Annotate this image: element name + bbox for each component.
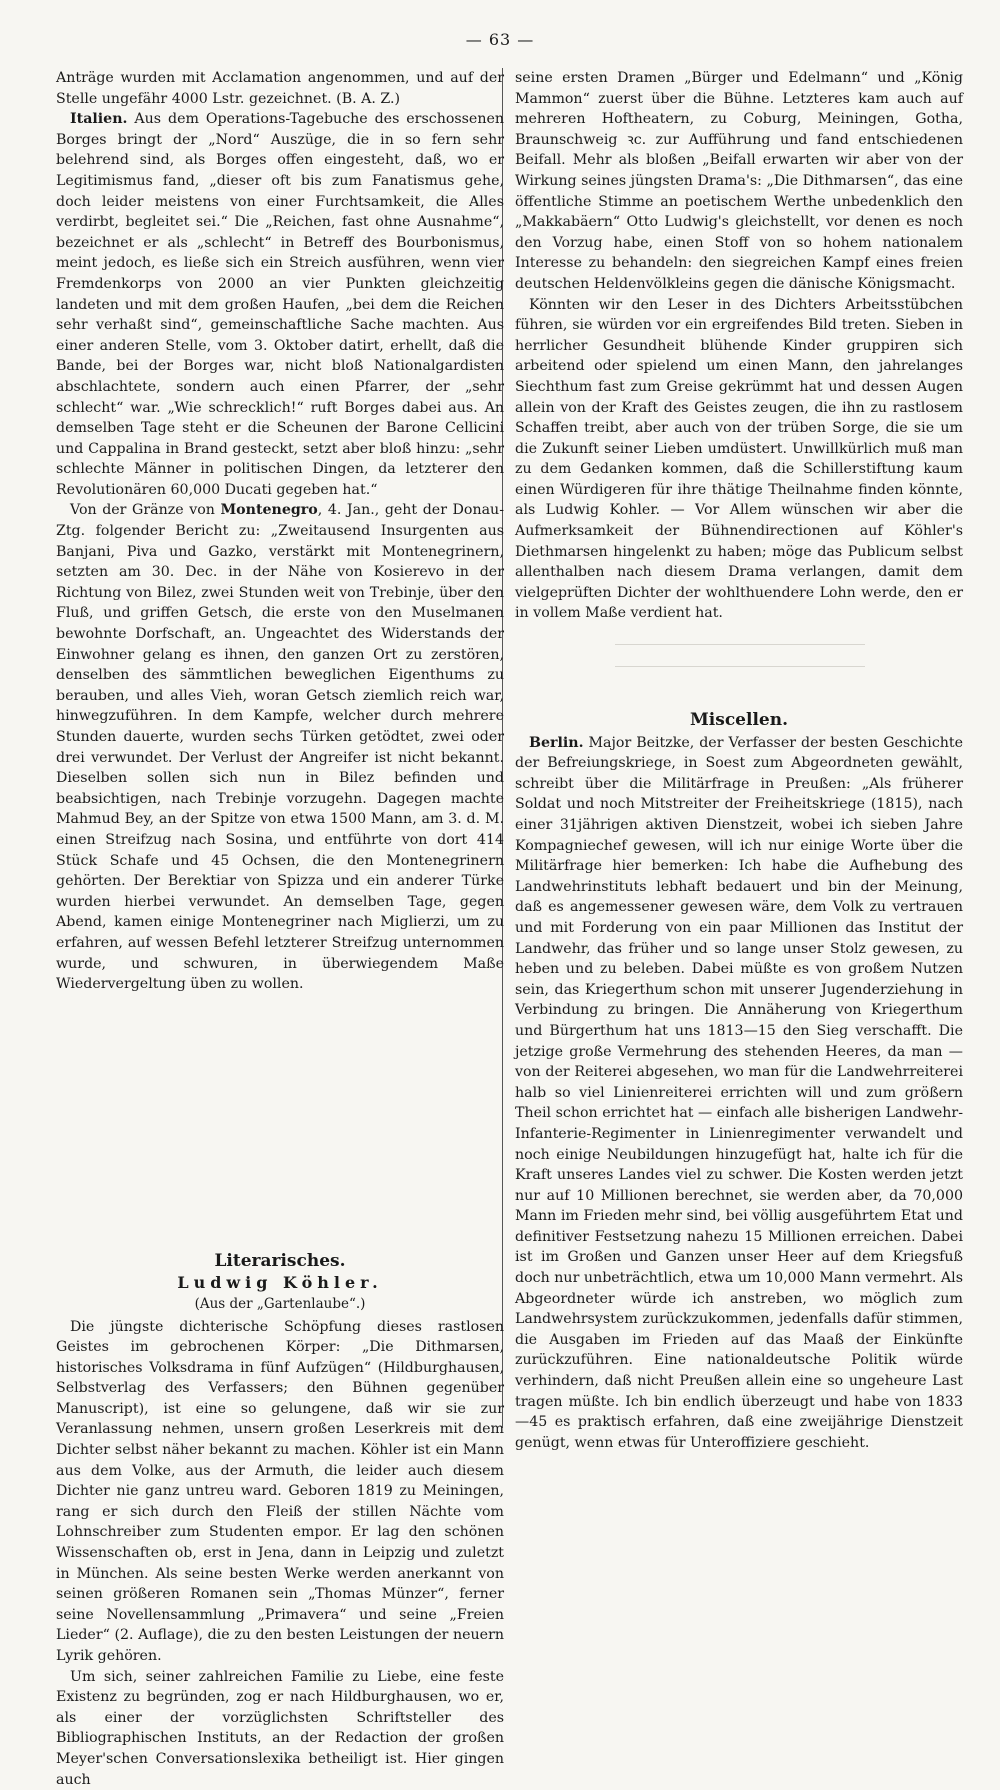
paragraph-continuation: Anträge wurden mit Acclamation angenommen, und auf der Stelle ungefähr 4000 Lstr. gezeichnet. (B. A. Z.) [56, 70, 504, 107]
paragraph-berlin [515, 733, 963, 1454]
paragraph-montenegro-text: , 4. Jan., geht der Donau-Ztg. folgender Bericht zu: „Zweitausend Insurgenten aus Banjani, Piva und Gazko, verstärkt mit Montenegrinern, setzten am 30. Dec. in der Nähe von Kosierevo in der Richtung von Bilez, zwei Stunden weit von Trebinje, über den Fluß, und griffen Getsch, die erste von den Muselmanen bewohnte Dorfschaft, an. Ungeachtet des Widerstands der Einwohner gelang es ihnen, den ganzen Ort zu zerstören, denselben des sämmtlichen beweglichen Eigenthums zu berauben, und alles Vieh, woran Getsch ziemlich reich war, hinwegzuführen. In dem Kampfe, welcher durch mehrere Stunden dauerte, wurden sechs Türken getödtet, zwei oder drei verwundet. Der Verlust der Angreifer ist nicht bekannt. Dieselben sollen sich nun in Bilez befinden und beabsichtigen, nach Trebinje vorzugehn. Dagegen machte Mahmud Bey, an der Spitze von etwa 1500 Mann, am 3. d. M. einen Streifzug nach Sosina, und entführte von dort 414 Stück Schafe und 45 Ochsen, die den Montenegrinern gehörten. Der Berektiar von Spizza und ein anderer Türke wurden hierbei verwundet. An demselben Tage, gegen Abend, kamen einige Montenegriner nach Miglierzi, um zu erfahren, auf wessen Befehl letzterer Streifzug unternommen wurde, und schwuren, in überwiegendem Maße Wiedervergeltung üben zu wollen. [56, 502, 504, 993]
dateline-italien: Italien. [70, 111, 128, 128]
faint-bleed-line [615, 666, 865, 667]
dateline-berlin: Berlin. [529, 734, 584, 751]
paragraph-koehler-2: Um sich, seiner zahlreichen Familie zu Liebe, eine feste Existenz zu begründen, zog er nach Hildburghausen, wo er, als einer der vorzüglichsten Schriftsteller des Bibliographischen Instituts, an der Redaction der großen Meyer'schen Conversationslexika betheiligt ist. Hier gingen auch [56, 1668, 504, 1788]
section-title-literarisches: Literarisches. [214, 1250, 346, 1271]
article-title: Ludwig Köhler. [177, 1273, 383, 1293]
spacer [56, 995, 504, 1235]
page-number: — 63 — [465, 30, 535, 49]
paragraph-koehler-3: Könnten wir den Leser in des Dichters Arbeitsstübchen führen, sie würden vor ein ergreifendes Bild treten. Sieben in herrlicher Gesundheit blühende Kinder gruppiren sich arbeitend oder spielend um einen Mann, den jahrelanges Siechthum fast zum Greise gekrümmt hat und dessen Augen allein von der Kraft des Geistes zeugen, die ihn zu rastlosem Schaffen treibt, aber auch von der trüben Sorge, die sie um die Zukunft seiner Lieben umdüstert. Unwillkürlich muß man zu dem Gedanken kommen, daß die Schillerstiftung kaum einen Würdigeren für ihre thätige Theilnahme finden könnte, als Ludwig Kohler. — Vor Allem wünschen wir aber die Aufmerksamkeit der Bühnendirectionen auf Köhler's Diethmarsen hingelenkt zu haben; möge das Publicum selbst allenthalben nach diesem Drama verlangen, damit dem vielgeprüften Dichter der wohlthuendere Lohn werde, den er in vollem Maße verdient hat. [515, 296, 963, 622]
spacer [515, 624, 963, 694]
right-column [515, 68, 963, 1453]
left-column [56, 68, 504, 1790]
paragraph-montenegro-pre: Von der Gränze von [70, 502, 215, 519]
paragraph-berlin-text: Major Beitzke, der Verfasser der besten Geschichte der Befreiungskriege, in Soest zum Abgeordneten gewählt, schreibt über die Militärfrage in Preußen: „Als früherer Soldat und noch Mitstreiter der Freiheitskriege (1815), nach einer 31jährigen aktiven Dienstzeit, wobei ich sieben Jahre Kompagniechef gewesen, will ich nur einige Worte über die Militärfrage hier bemerken: Ich habe die Aufhebung des Landwehrinstituts lebhaft bedauert und bin der Meinung, daß es angemessener gewesen wäre, dem Volk zu vertrauen und mit Forderung von ein paar Millionen das Institut der Landwehr, das früher und so lange unser Stolz gewesen, zu heben und zu beleben. Dabei müßte es von großem Nutzen sein, das Kriegerthum schon mit unserer Jugenderziehung in Verbindung zu bringen. Die Annäherung von Kriegerthum und Bürgerthum hat uns 1813—15 den Sieg verschafft. Die jetzige große Vermehrung des stehenden Heeres, da man — von der Reiterei abgesehen, wo man für die Landwehrreiterei halb so viel Linienreiterei errichten will und zum größern Theil schon errichtet hat — einfach alle bisherigen Landwehr-Infanterie-Regimenter in Linienregimenter verwandelt und noch einige Neubildungen hinzugefügt hat, halte ich für die Kraft unseres Landes viel zu schwer. Die Kosten werden jetzt nur auf 10 Millionen berechnet, sie werden aber, da 70,000 Mann im Frieden mehr sind, bei völlig ausgeführtem Etat und definitiver Festsetzung nahezu 15 Millionen erreichen. Dabei ist im Großen und Ganzen unser Heer auf dem Kriegsfuß doch nur unbeträchtlich, etwa um 10,000 Mann vermehrt. Als Abgeordneter würde ich anstreben, wo möglich zum Landwehrsystem zurückzukommen, jedenfalls dafür stimmen, die Ausgaben im Frieden auf das Maaß der Einkünfte zurückzuführen. Eine nationaldeutsche Politik würde verhindern, daß nicht Preußen allein eine so ungeheure Last tragen müßte. Ich bin endlich überzeugt und habe von 1833—45 es praktisch erfahren, daß eine zweijährige Dienstzeit genügt, wenn etwas für Unteroffiziere geschieht. [515, 734, 964, 1451]
article-source: (Aus der „Gartenlaube“.) [194, 1295, 366, 1312]
dateline-montenegro: Montenegro [220, 502, 318, 519]
paragraph-koehler-continued: seine ersten Dramen „Bürger und Edelmann“ und „König Mammon“ zuerst über die Bühne. Letzteres kam auch auf mehreren Hoftheatern, zu Coburg, Meiningen, Gotha, Braunschweig ꝛc. zur Aufführung und fand entschiedenen Beifall. Mehr als bloßen „Beifall erwarten wir aber von der Wirkung seines jüngsten Drama's: „Die Dithmarsen“, das eine öffentliche Stimme an poetischem Werthe unbedenklich den „Makkabäern“ Otto Ludwig's gleichstellt, vor denen es noch den Vorzug habe, einen Stoff von so hohem nationalem Interesse zu behandeln: den siegreichen Kampf eines freien deutschen Heldenvölkleins gegen die dänische Königsmacht. [515, 70, 963, 292]
paragraph-italien [56, 109, 504, 500]
faint-bleed-line [615, 644, 865, 645]
paragraph-montenegro [56, 500, 504, 994]
paragraph-koehler-1: Die jüngste dichterische Schöpfung dieses rastlosen Geistes im gebrochenen Körper: „Die Dithmarsen, historisches Volksdrama in fünf Aufzügen“ (Hildburghausen, Selbstverlag des Verfassers; den Bühnen gegenüber Manuscript), ist eine so gelungene, daß wir sie zur Veranlassung nehmen, unsern großen Leserkreis mit dem Dichter selbst näher bekannt zu machen. Köhler ist ein Mann aus dem Volke, aus der Armuth, die leider auch diesem Dichter nie ganz untreu ward. Geboren 1819 zu Meiningen, rang er sich durch den Fleiß der stillen Nächte vom Lohnschreiber zum Studenten empor. Er lag den schönen Wissenschaften ob, erst in Jena, dann in Leipzig und zuletzt in München. Als seine besten Werke werden anerkannt von seinen größeren Romanen sein „Thomas Münzer“, ferner seine Novellensammlung „Primavera“ und seine „Freien Lieder“ (2. Auflage), die zu den besten Leistungen der neuern Lyrik gehören. [56, 1318, 504, 1664]
section-title-miscellen: Miscellen. [689, 710, 789, 731]
paragraph-italien-text: Aus dem Operations-Tagebuche des erschossenen Borges bringt der „Nord“ Auszüge, die in so fern sehr belehrend sind, als Borges offen eingesteht, daß, wo er Legitimismus fand, „dieser oft bis zum Fanatismus gehe, doch leider meistens von einer Furchtsamkeit, die Alles verdirbt, begleitet sei.“ Die „Reichen, fast ohne Ausnahme“, bezeichnet er als „schlecht“ in Betreff des Bourbonismus, meint jedoch, es ließe sich ein Streich ausführen, wenn vier Fremdenkorps von 2000 an vier Punkten gleichzeitig landeten und mit dem großen Haufen, „bei dem die Reichen sehr verhaßt sind“, gemeinschaftliche Sache machten. Aus einer anderen Stelle, vom 3. Oktober datirt, erhellt, daß die Bande, bei der Borges war, nicht bloß Nationalgardisten abschlachtete, sondern auch einen Pfarrer, der „sehr schlecht“ war. „Wie schrecklich!“ ruft Borges dabei aus. An demselben Tage steht er die Scheunen der Barone Cellicini und Cappalina in Brand gesteckt, setzt aber bloß hinzu: „sehr schlechte Männer in politischen Dingen, da letzterer den Revolutionären 60,000 Ducati gegeben hat.“ [56, 111, 505, 498]
